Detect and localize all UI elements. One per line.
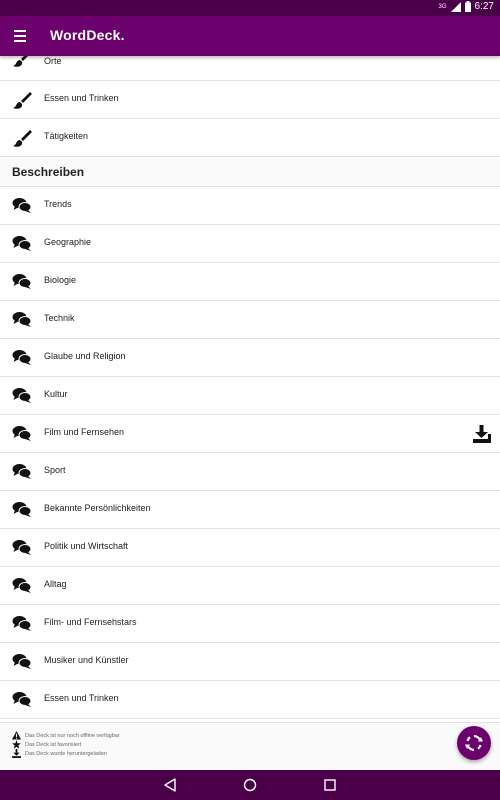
list-item-label: Glaube und Religion (44, 351, 126, 361)
list-item-label: Kultur (44, 389, 68, 399)
section-header (0, 157, 500, 187)
legend-footer (0, 722, 500, 771)
list-item-label: Film und Fernsehen (44, 427, 125, 437)
nav-bar (0, 770, 500, 800)
status-bar (0, 0, 500, 16)
status-icons (439, 1, 494, 12)
chat-bubbles-icon (12, 310, 32, 330)
list-item-label: Musiker und Künstler (44, 655, 129, 665)
list-item-label: Geographie (44, 237, 92, 247)
list-item[interactable] (0, 681, 500, 719)
warning-icon (12, 731, 21, 740)
deck-list[interactable] (0, 42, 500, 722)
battery-icon (465, 1, 471, 12)
recents-icon[interactable] (322, 777, 338, 793)
signal-icon (451, 2, 461, 12)
list-item-label: Essen und Trinken (44, 93, 119, 103)
home-icon[interactable] (242, 777, 258, 793)
list-item[interactable] (0, 643, 500, 681)
back-icon[interactable] (162, 777, 178, 793)
list-item[interactable] (0, 263, 500, 301)
list-item-label: Orte (44, 56, 62, 66)
list-item-label: Trends (44, 199, 72, 209)
download-icon (472, 424, 492, 444)
chat-bubbles-icon (12, 424, 32, 444)
chat-bubbles-icon (12, 614, 32, 634)
list-item[interactable] (0, 453, 500, 491)
app-title: WordDeck. (50, 27, 125, 43)
brush-icon (12, 128, 32, 148)
list-item-label: Film- und Fernsehstars (44, 617, 137, 627)
list-item-label: Bekannte Persönlichkeiten (44, 503, 151, 513)
list-item-label: Tätigkeiten (44, 131, 89, 141)
list-item-label: Biologie (44, 275, 77, 285)
list-item-label: Technik (44, 313, 75, 323)
legend-text: Das Deck ist favorisiert (25, 741, 82, 748)
chat-bubbles-icon (12, 652, 32, 672)
app-bar (0, 16, 500, 56)
legend-text: Das Deck wurde heruntergeladen (25, 750, 107, 757)
legend-text: Das Deck ist nur noch offline verfügbar (25, 732, 120, 739)
list-item[interactable] (0, 81, 500, 119)
list-item[interactable] (0, 301, 500, 339)
list-item[interactable] (0, 491, 500, 529)
chat-bubbles-icon (12, 272, 32, 292)
legend-item (12, 749, 107, 758)
list-item[interactable] (0, 339, 500, 377)
download-icon (12, 749, 21, 758)
legend-item (12, 731, 120, 740)
list-item-label: Sport (44, 465, 66, 475)
list-item[interactable] (0, 119, 500, 157)
sync-button[interactable] (457, 726, 491, 760)
star-icon (12, 740, 21, 749)
list-item[interactable] (0, 529, 500, 567)
chat-bubbles-icon (12, 348, 32, 368)
clock: 6:27 (474, 1, 494, 12)
list-item[interactable] (0, 415, 500, 453)
section-title: Beschreiben (12, 165, 85, 179)
network-label: 3G (438, 3, 447, 10)
sync-icon (464, 733, 484, 753)
list-item-label: Essen und Trinken (44, 693, 119, 703)
list-item-label: Alltag (44, 579, 67, 589)
chat-bubbles-icon (12, 500, 32, 520)
chat-bubbles-icon (12, 386, 32, 406)
chat-bubbles-icon (12, 690, 32, 710)
menu-icon[interactable] (11, 25, 33, 47)
list-item[interactable] (0, 377, 500, 415)
chat-bubbles-icon (12, 576, 32, 596)
list-item[interactable] (0, 187, 500, 225)
list-item[interactable] (0, 225, 500, 263)
chat-bubbles-icon (12, 462, 32, 482)
chat-bubbles-icon (12, 196, 32, 216)
chat-bubbles-icon (12, 234, 32, 254)
list-item-label: Politik und Wirtschaft (44, 541, 129, 551)
list-item[interactable] (0, 567, 500, 605)
brush-icon (12, 90, 32, 110)
chat-bubbles-icon (12, 538, 32, 558)
legend-item (12, 740, 81, 749)
list-item[interactable] (0, 605, 500, 643)
